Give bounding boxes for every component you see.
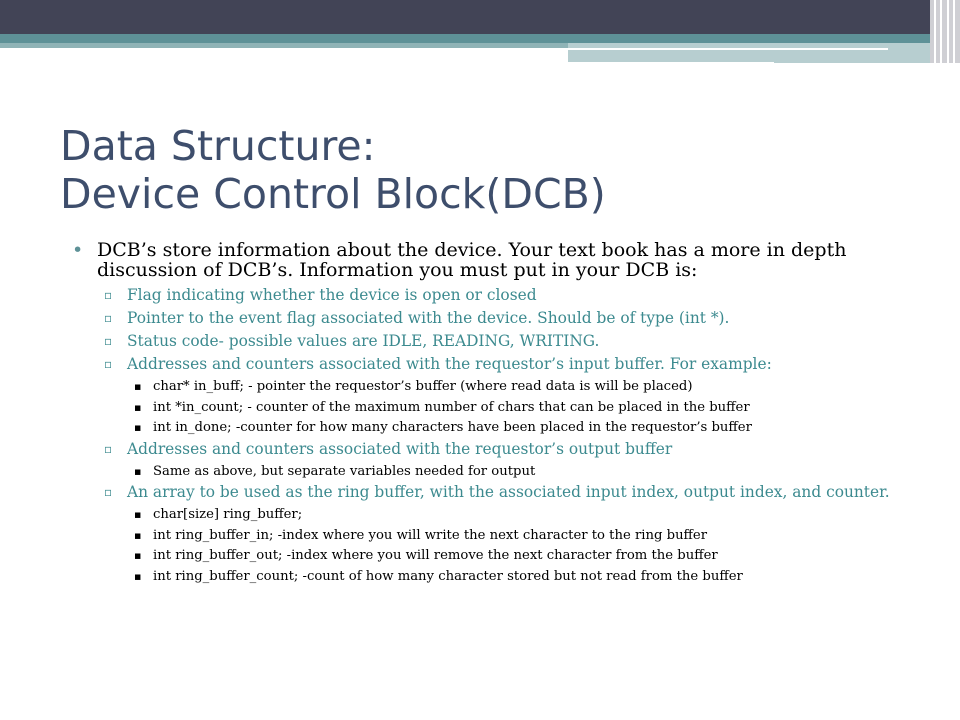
header-corner-stripe: [947, 0, 949, 63]
list-item: [100, 333, 932, 349]
sub-list-item-text: int *in_count; - counter of the maximum number of chars that can be placed in the buffer: [153, 399, 750, 415]
sub-list-item: [132, 420, 932, 435]
slide-title-line-2: Device Control Block(DCB): [60, 170, 606, 218]
sub-list-item: [132, 400, 932, 415]
header-band-dark: [0, 0, 930, 34]
header-band-teal: [0, 34, 930, 43]
sub-list-item: [132, 464, 932, 479]
bullet-icon: ▪: [134, 569, 142, 583]
sub-list-item-text: Same as above, but separate variables needed for output: [153, 463, 536, 479]
sub-list-item: [132, 379, 932, 394]
sub-list-item-text: char* in_buff; - pointer the requestor’s buffer (where read data is will be placed): [153, 379, 693, 394]
sub-list-item-text: int in_done; -counter for how many characters have been placed in the requestor’s buffer: [153, 420, 752, 435]
header-corner-stripe: [940, 0, 942, 63]
bullet-icon: ▪: [134, 528, 142, 542]
bullet-icon: ▫: [104, 485, 113, 499]
bullet-icon: ▪: [134, 421, 142, 434]
sub-list-item: [132, 507, 932, 522]
sub-list-item: [132, 528, 932, 543]
header-band-pale: [568, 43, 930, 63]
list-item: [100, 484, 932, 500]
sub-list-item-text: int ring_buffer_in; -index where you will write the next character to the ring buffer: [153, 527, 708, 543]
sub-list-item-text: int ring_buffer_count; -count of how many character stored but not read from the buffer: [153, 568, 743, 584]
intro-bullet: [72, 240, 932, 280]
bullet-icon: ▪: [134, 508, 142, 521]
sub-list-item-text: char[size] ring_buffer;: [153, 507, 303, 522]
bullet-icon: ▫: [104, 441, 113, 456]
slide-body: [72, 240, 932, 589]
bullet-icon: ▪: [134, 549, 142, 562]
bullet-icon: ▪: [134, 380, 142, 393]
list-item-text: Addresses and counters associated with the requestor’s input buffer. For example:: [127, 355, 772, 373]
list-item-text: Status code- possible values are IDLE, READING, WRITING.: [127, 332, 600, 350]
sub-list-item-text: int ring_buffer_out; -index where you will remove the next character from the buffer: [153, 548, 718, 563]
bullet-icon: ▪: [134, 464, 142, 478]
list-item-text: Pointer to the event flag associated with the device. Should be of type (int *).: [127, 309, 730, 327]
header-corner-stripe: [953, 0, 955, 63]
list-item-text: An array to be used as the ring buffer, with the associated input index, output index, and counter.: [127, 483, 890, 501]
header-corner-stripe: [934, 0, 936, 63]
bullet-icon: ▫: [104, 334, 113, 348]
list-item: [100, 310, 932, 326]
bullet-icon: •: [72, 239, 84, 261]
slide-title-line-1: Data Structure:: [60, 122, 376, 170]
bullet-icon: ▫: [104, 311, 113, 325]
intro-text: DCB’s store information about the device. Your text book has a more in depth discussion of DCB’s. Information you must put in your DCB is:: [97, 239, 847, 281]
list-item-text: Flag indicating whether the device is open or closed: [127, 286, 537, 304]
header-divider-line: [568, 62, 774, 65]
header-band-teal-light: [0, 43, 568, 48]
bullet-icon: ▫: [104, 288, 113, 302]
list-item: [100, 287, 932, 303]
list-item: [100, 356, 932, 372]
sub-list-item: [132, 569, 932, 584]
list-item: [100, 441, 932, 457]
slide-title: [60, 122, 920, 218]
list-item-text: Addresses and counters associated with the requestor’s output buffer: [127, 439, 673, 458]
header-divider-line: [568, 48, 888, 50]
bullet-icon: ▪: [134, 400, 142, 414]
sub-list-item: [132, 548, 932, 563]
bullet-icon: ▫: [104, 357, 113, 371]
